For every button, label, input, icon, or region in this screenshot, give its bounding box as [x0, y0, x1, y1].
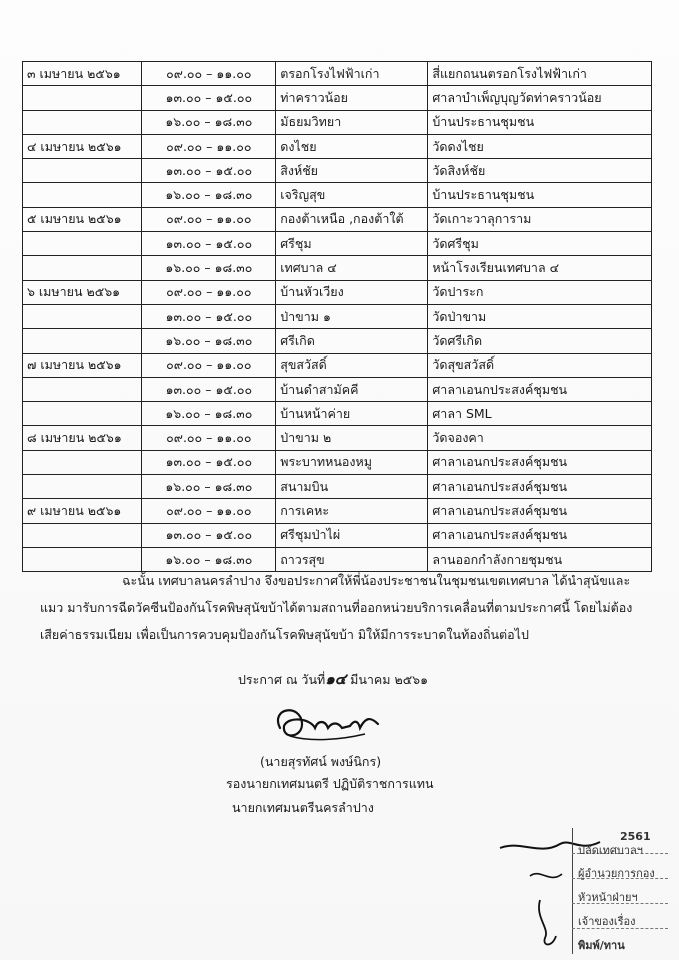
schedule-place-cell: ป่าขาม ๑ [276, 304, 428, 328]
schedule-row [23, 499, 652, 523]
schedule-time-cell: ๑๖.๐๐ – ๑๘.๓๐ [142, 329, 276, 353]
schedule-place-cell: เจริญสุข [276, 183, 428, 207]
schedule-venue-cell: ศาลาเอนกประสงค์ชุมชน [428, 523, 652, 547]
signer-office: นายกเทศมนตรีนครลำปาง [232, 800, 374, 815]
schedule-place-cell: บ้านดำสามัคคี [276, 377, 428, 401]
schedule-place-cell: พระบาทหนองหมู [276, 450, 428, 474]
schedule-venue-cell: ลานออกกำลังกายชุมชน [428, 547, 652, 571]
schedule-row [23, 304, 652, 328]
schedule-time-cell: ๑๓.๐๐ – ๑๕.๐๐ [142, 304, 276, 328]
signer-name: (นายสุรทัศน์ พงษ์นิกร) [260, 754, 382, 769]
schedule-date-cell: ๓ เมษายน ๒๕๖๑ [23, 62, 142, 86]
schedule-time-cell: ๑๖.๐๐ – ๑๘.๓๐ [142, 110, 276, 134]
schedule-time-cell: ๑๖.๐๐ – ๑๘.๓๐ [142, 183, 276, 207]
schedule-venue-cell: วัดดงไชย [428, 134, 652, 158]
schedule-venue-cell: วัดสุขสวัสดิ์ [428, 353, 652, 377]
schedule-venue-cell: ศาลาเอนกประสงค์ชุมชน [428, 377, 652, 401]
body-paragraph-line-2: แมว มารับการฉีดวัคซีนป้องกันโรคพิษสุนัขบ้าได้ตามสถานที่ออกหน่วยบริการเคลื่อนที่ตามประกาศนี้ โดยไม่ต้อง [40, 600, 633, 615]
signer-position: รองนายกเทศมนตรี ปฏิบัติราชการแทน [226, 776, 434, 791]
schedule-time-cell: ๐๙.๐๐ – ๑๑.๐๐ [142, 207, 276, 231]
routing-stamp [490, 828, 670, 956]
schedule-place-cell: ท่าคราวน้อย [276, 86, 428, 110]
schedule-row [23, 86, 652, 110]
announce-day: ๑๔ [325, 670, 347, 688]
schedule-venue-cell: วัดปาระก [428, 280, 652, 304]
schedule-table [22, 61, 652, 572]
schedule-date-cell: ๖ เมษายน ๒๕๖๑ [23, 280, 142, 304]
schedule-place-cell: ศรีเกิด [276, 329, 428, 353]
schedule-row [23, 329, 652, 353]
schedule-time-cell: ๑๓.๐๐ – ๑๕.๐๐ [142, 377, 276, 401]
schedule-date-cell [23, 183, 142, 207]
schedule-time-cell: ๐๙.๐๐ – ๑๑.๐๐ [142, 499, 276, 523]
stamp-line-4: เจ้าของเรื่อง [578, 915, 636, 928]
schedule-time-cell: ๑๓.๐๐ – ๑๕.๐๐ [142, 523, 276, 547]
schedule-row [23, 256, 652, 280]
schedule-venue-cell: ศาลาเอนกประสงค์ชุมชน [428, 499, 652, 523]
schedule-place-cell: บ้านหัวเวียง [276, 280, 428, 304]
schedule-venue-cell: วัดสิงห์ชัย [428, 159, 652, 183]
schedule-venue-cell: บ้านประธานชุมชน [428, 183, 652, 207]
schedule-time-cell: ๑๖.๐๐ – ๑๘.๓๐ [142, 402, 276, 426]
schedule-venue-cell: วัดศรีชุม [428, 232, 652, 256]
stamp-line-1: ปลัดเทศบาลฯ [578, 844, 643, 857]
schedule-row [23, 183, 652, 207]
schedule-venue-cell: ศาลาเอนกประสงค์ชุมชน [428, 450, 652, 474]
schedule-date-cell [23, 475, 142, 499]
stamp-line-2: ผู้อำนวยการกอง [578, 867, 655, 880]
schedule-time-cell: ๑๖.๐๐ – ๑๘.๓๐ [142, 256, 276, 280]
schedule-place-cell: ดงไชย [276, 134, 428, 158]
schedule-date-cell [23, 110, 142, 134]
schedule-place-cell: ตรอกโรงไฟฟ้าเก่า [276, 62, 428, 86]
schedule-row [23, 207, 652, 231]
schedule-date-cell: ๕ เมษายน ๒๕๖๑ [23, 207, 142, 231]
schedule-row [23, 377, 652, 401]
schedule-date-cell [23, 450, 142, 474]
schedule-date-cell: ๙ เมษายน ๒๕๖๑ [23, 499, 142, 523]
schedule-time-cell: ๐๙.๐๐ – ๑๑.๐๐ [142, 280, 276, 304]
schedule-time-cell: ๐๙.๐๐ – ๑๑.๐๐ [142, 426, 276, 450]
schedule-time-cell: ๑๓.๐๐ – ๑๕.๐๐ [142, 450, 276, 474]
schedule-row [23, 232, 652, 256]
schedule-date-cell [23, 86, 142, 110]
schedule-row [23, 134, 652, 158]
schedule-time-cell: ๑๓.๐๐ – ๑๕.๐๐ [142, 86, 276, 110]
schedule-venue-cell: วัดศรีเกิด [428, 329, 652, 353]
schedule-row [23, 62, 652, 86]
schedule-row [23, 402, 652, 426]
schedule-venue-cell: วัดป่าขาม [428, 304, 652, 328]
schedule-venue-cell: ศาลาเอนกประสงค์ชุมชน [428, 475, 652, 499]
schedule-venue-cell: วัดเกาะวาลุการาม [428, 207, 652, 231]
stamp-year: 2561 [620, 830, 651, 843]
schedule-time-cell: ๑๖.๐๐ – ๑๘.๓๐ [142, 547, 276, 571]
schedule-date-cell: ๔ เมษายน ๒๕๖๑ [23, 134, 142, 158]
schedule-place-cell: มัธยมวิทยา [276, 110, 428, 134]
schedule-place-cell: การเคหะ [276, 499, 428, 523]
schedule-place-cell: ศรีชุม [276, 232, 428, 256]
schedule-row [23, 159, 652, 183]
schedule-date-cell [23, 523, 142, 547]
schedule-row [23, 426, 652, 450]
schedule-row [23, 523, 652, 547]
schedule-time-cell: ๑๓.๐๐ – ๑๕.๐๐ [142, 159, 276, 183]
schedule-place-cell: เทศบาล ๔ [276, 256, 428, 280]
announce-suffix: มีนาคม ๒๕๖๑ [346, 672, 429, 687]
schedule-place-cell: ศรีชุมป่าไผ่ [276, 523, 428, 547]
schedule-date-cell: ๗ เมษายน ๒๕๖๑ [23, 353, 142, 377]
schedule-date-cell [23, 402, 142, 426]
schedule-venue-cell: ศาลา SML [428, 402, 652, 426]
schedule-place-cell: บ้านหน้าค่าย [276, 402, 428, 426]
schedule-venue-cell: หน้าโรงเรียนเทศบาล ๔ [428, 256, 652, 280]
schedule-place-cell: สิงห์ชัย [276, 159, 428, 183]
schedule-venue-cell: วัดจองคา [428, 426, 652, 450]
body-paragraph-line-3: เสียค่าธรรมเนียม เพื่อเป็นการควบคุมป้องกันโรคพิษสุนัขบ้า มิให้มีการระบาดในท้องถิ่นต่อไป [40, 627, 529, 642]
schedule-row [23, 450, 652, 474]
schedule-date-cell [23, 329, 142, 353]
schedule-time-cell: ๑๓.๐๐ – ๑๕.๐๐ [142, 232, 276, 256]
schedule-date-cell: ๘ เมษายน ๒๕๖๑ [23, 426, 142, 450]
announce-prefix: ประกาศ ณ วันที่ [238, 672, 326, 687]
schedule-row [23, 353, 652, 377]
schedule-date-cell [23, 256, 142, 280]
announcement-date [238, 667, 428, 691]
schedule-time-cell: ๑๖.๐๐ – ๑๘.๓๐ [142, 475, 276, 499]
schedule-place-cell: ป่าขาม ๒ [276, 426, 428, 450]
schedule-date-cell [23, 159, 142, 183]
schedule-row [23, 475, 652, 499]
schedule-place-cell: กองต้าเหนือ ,กองต้าใต้ [276, 207, 428, 231]
schedule-venue-cell: บ้านประธานชุมชน [428, 110, 652, 134]
schedule-venue-cell: ศาลาบำเพ็ญบุญวัดท่าคราวน้อย [428, 86, 652, 110]
schedule-place-cell: สนามบิน [276, 475, 428, 499]
schedule-date-cell [23, 377, 142, 401]
schedule-date-cell [23, 232, 142, 256]
schedule-time-cell: ๐๙.๐๐ – ๑๑.๐๐ [142, 62, 276, 86]
schedule-date-cell [23, 304, 142, 328]
schedule-place-cell: สุขสวัสดิ์ [276, 353, 428, 377]
schedule-row [23, 280, 652, 304]
schedule-place-cell: ถาวรสุข [276, 547, 428, 571]
schedule-venue-cell: สี่แยกถนนตรอกโรงไฟฟ้าเก่า [428, 62, 652, 86]
schedule-time-cell: ๐๙.๐๐ – ๑๑.๐๐ [142, 353, 276, 377]
stamp-line-3: หัวหน้าฝ่ายฯ [578, 891, 638, 904]
body-paragraph-line-1: ฉะนั้น เทศบาลนครลำปาง จึงขอประกาศให้พี่น้องประชาชนในชุมชนเขตเทศบาล ได้นำสุนัขและ [122, 573, 631, 588]
handwritten-signature [270, 698, 390, 748]
stamp-line-5: พิมพ์/ทาน [578, 939, 625, 952]
schedule-row [23, 110, 652, 134]
schedule-time-cell: ๐๙.๐๐ – ๑๑.๐๐ [142, 134, 276, 158]
